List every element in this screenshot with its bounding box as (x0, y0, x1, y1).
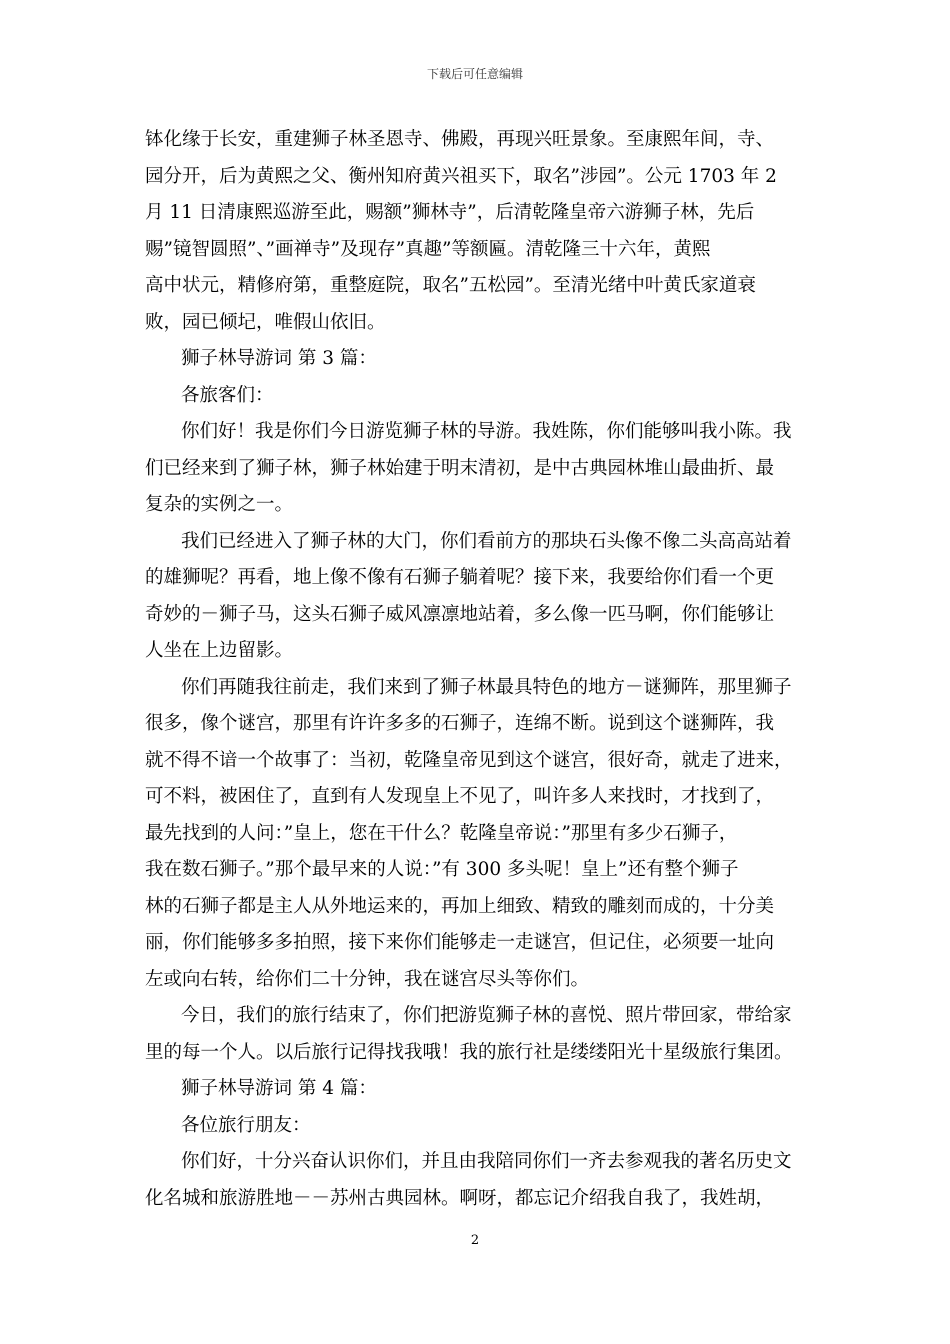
text-line: 狮子林导游词 第 4 篇： (181, 1078, 377, 1099)
text-line: 败，园已倾圮，唯假山依旧。 (145, 311, 386, 333)
text-line: 林的石狮子都是主人从外地运来的，再加上细致、精致的雕刻而成的，十分美 (145, 895, 775, 917)
text-line: 赐”镜智圆照”、”画禅寺”及现存”真趣”等额匾。清乾隆三十六年，黄熙 (145, 238, 711, 260)
text-line: 丽，你们能够多多拍照，接下来你们能够走一走谜宫，但记住，必须要一址向 (145, 932, 775, 953)
text-line: 里的每一个人。以后旅行记得找我哦！我的旅行社是缕缕阳光十星级旅行集团。 (145, 1041, 793, 1063)
text-line: 很多，像个谜宫，那里有许许多多的石狮子，连绵不断。说到这个谜狮阵，我 (145, 713, 775, 734)
paragraph (145, 524, 813, 670)
document-body (145, 122, 813, 1217)
paragraph (145, 670, 813, 999)
text-line: 奇妙的－狮子马，这头石狮子威风凛凛地站着，多么像一匹马啊，你们能够让 (145, 603, 775, 625)
text-line: 人坐在上边留影。 (145, 640, 294, 661)
text-line: 左或向右转，给你们二十分钟，我在谜宫尽头等你们。 (145, 968, 590, 990)
paragraph (145, 414, 813, 524)
text-line: 钵化缘于长安，重建狮子林圣恩寺、佛殿，再现兴旺景象。至康熙年间，寺、 (145, 129, 775, 150)
salutation (145, 1108, 813, 1145)
text-line: 我们已经进入了狮子林的大门，你们看前方的那块石头像不像二头高高站着 (181, 530, 792, 552)
text-line: 你们好！我是你们今日游览狮子林的导游。我姓陈，你们能够叫我小陈。我 (181, 421, 792, 442)
text-line: 最先找到的人问：”皇上，您在干什么？乾隆皇帝说：”那里有多少石狮子， (145, 822, 738, 844)
text-line: 复杂的实例之一。 (145, 494, 294, 515)
text-line: 我在数石狮子。”那个最早来的人说：”有 300 多头呢！皇上”还有整个狮子 (145, 859, 739, 880)
text-line: 可不料，被困住了，直到有人发现皇上不见了，叫许多人来找时，才找到了， (145, 786, 775, 807)
page-header: 下载后可任意编辑 (426, 67, 523, 81)
text-line: 月 11 日清康熙巡游至此，赐额”狮林寺”，后清乾隆皇帝六游狮子林，先后 (145, 202, 755, 223)
salutation (145, 378, 813, 415)
text-line: 各位旅行朋友： (181, 1114, 311, 1136)
section-heading (145, 341, 813, 378)
text-line: 的雄狮呢？再看，地上像不像有石狮子躺着呢？接下来，我要给你们看一个更 (145, 567, 775, 588)
text-line: 高中状元，精修府第，重整庭院，取名”五松园”。至清光绪中叶黄氏家道衰 (145, 275, 756, 296)
text-line: 各旅客们： (181, 384, 274, 406)
text-line: 化名城和旅游胜地－－苏州古典园林。啊呀，都忘记介绍我自我了，我姓胡， (145, 1187, 775, 1209)
section-heading (145, 1071, 813, 1108)
paragraph (145, 998, 813, 1071)
paragraph (145, 1144, 813, 1217)
page-number: 2 (470, 1233, 480, 1248)
text-line: 园分开，后为黄熙之父、衡州知府黄兴祖买下，取名”涉园”。公元 1703 年 2 (145, 165, 777, 187)
text-line: 就不得不谙一个故事了：当初，乾隆皇帝见到这个谜宫，很好奇，就走了进来， (145, 749, 793, 771)
text-line: 你们好，十分兴奋认识你们，并且由我陪同你们一齐去参观我的著名历史文 (181, 1151, 792, 1172)
text-line: 们已经来到了狮子林，狮子林始建于明末清初，是中古典园林堆山最曲折、最 (145, 457, 775, 479)
text-line: 你们再随我往前走，我们来到了狮子林最具特色的地方－谜狮阵，那里狮子 (181, 676, 792, 698)
text-line: 今日，我们的旅行结束了，你们把游览狮子林的喜悦、照片带回家，带给家 (181, 1005, 792, 1026)
paragraph (145, 122, 813, 341)
text-line: 狮子林导游词 第 3 篇： (181, 348, 377, 369)
